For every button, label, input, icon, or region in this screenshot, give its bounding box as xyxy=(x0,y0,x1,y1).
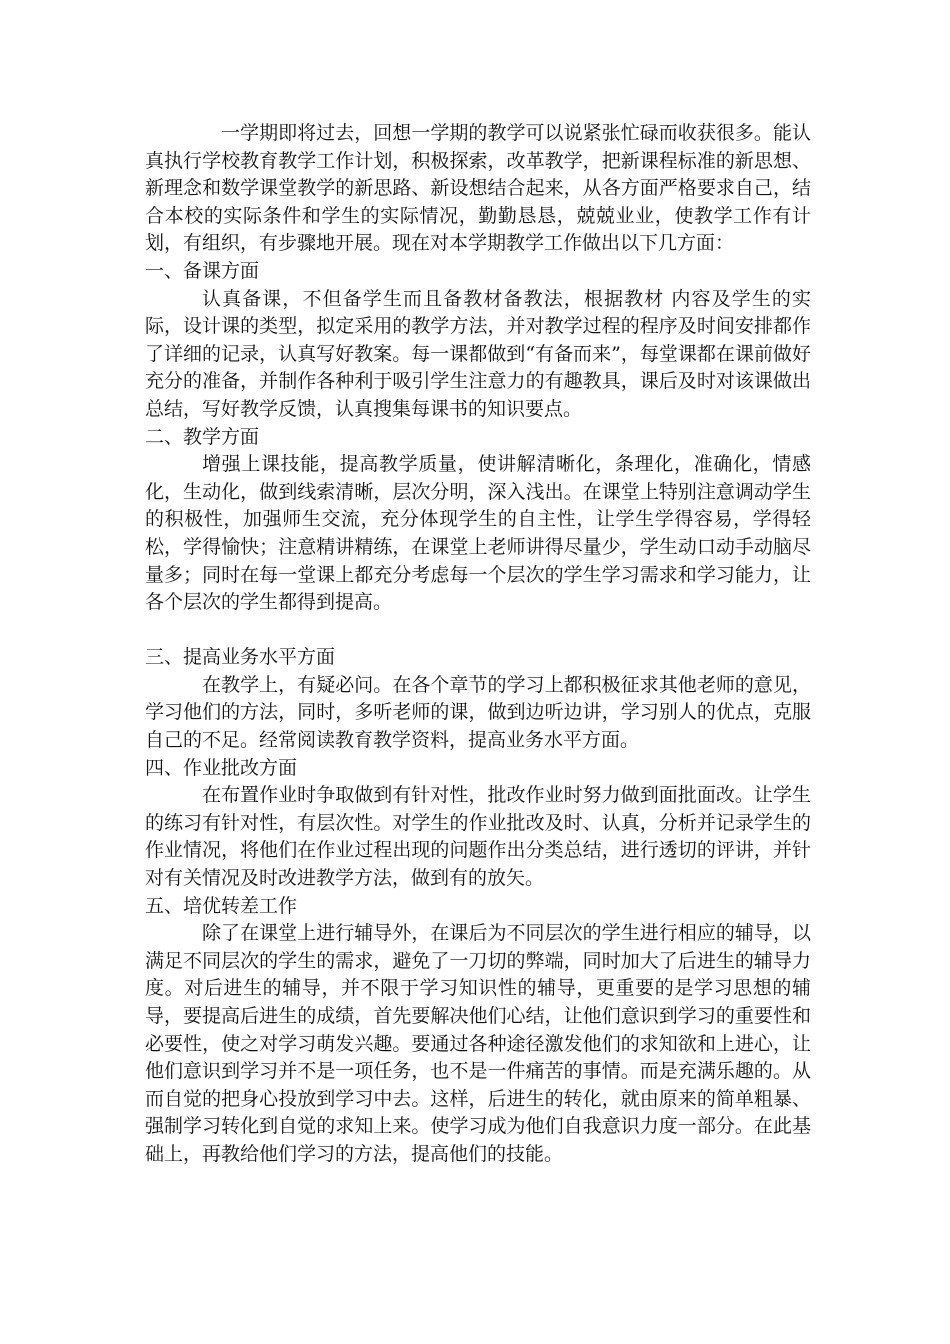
section-body-lesson-prep: 认真备课，不但备学生而且备教材备教法，根据教材 内容及学生的实际，设计课的类型，拟定采用的教学方法，并对教学过程的程序及时间安排都作了详细的记录，认真写好教案。每一课都做到“有备而来”，每堂课都在课前做好充分的准备，并制作各种利于吸引学生注意力的有趣教具，课后及时对该课做出总结，写好教学反馈，认真搜集每课书的知识要点。 xyxy=(145,287,811,420)
section-body-tutoring: 除了在课堂上进行辅导外，在课后为不同层次的学生进行相应的辅导，以满足不同层次的学生的需求，避免了一刀切的弊端，同时加大了后进生的辅导力度。对后进生的辅导，并不限于学习知识性的辅导，更重要的是学习思想的辅导，要提高后进生的成绩，首先要解决他们心结，让他们意识到学习的重要性和必要性，使之对学习萌发兴趣。要通过各种途径激发他们的求知欲和上进心，让他们意识到学习并不是一项任务，也不是一件痛苦的事情。而是充满乐趣的。从而自觉的把身心投放到学习中去。这样，后进生的转化，就由原来的简单粗暴、强制学习转化到自觉的求知上来。使学习成为他们自我意识力度一部分。在此基础上，再教给他们学习的方法，提高他们的技能。 xyxy=(145,922,811,1165)
section-body-teaching: 增强上课技能，提高教学质量，使讲解清晰化，条理化，准确化，情感化，生动化，做到线索清晰，层次分明，深入浅出。在课堂上特别注意调动学生的积极性，加强师生交流，充分体现学生的自主性，让学生学得容易，学得轻松，学得愉快；注意精讲精练，在课堂上老师讲得尽量少，学生动口动手动脑尽量多；同时在每一堂课上都充分考虑每一个层次的学生学习需求和学习能力，让各个层次的学生都得到提高。 xyxy=(145,453,811,614)
section-heading-homework-marking: 四、作业批改方面 xyxy=(145,756,298,779)
intro-paragraph: 一学期即将过去，回想一学期的教学可以说紧张忙碌而收获很多。能认真执行学校教育教学工作计划，积极探索，改革教学，把新课程标准的新思想、新理念和数学课堂教学的新思路、新设想结合起来，从各方面严格要求自己，结合本校的实际条件和学生的实际情况，勤勤恳恳，兢兢业业，使教学工作有计划，有组织，有步骤地开展。现在对本学期教学工作做出以下几方面： xyxy=(145,122,811,255)
section-heading-professional-level: 三、提高业务水平方面 xyxy=(145,646,336,669)
section-body-professional-level: 在教学上，有疑必问。在各个章节的学习上都积极征求其他老师的意见，学习他们的方法，同时，多听老师的课，做到边听边讲，学习别人的优点，克服自己的不足。经常阅读教育教学资料，提高业务水平方面。 xyxy=(145,673,811,752)
section-heading-lesson-prep: 一、备课方面 xyxy=(145,259,260,282)
blank-line-spacer xyxy=(145,617,811,645)
section-heading-tutoring: 五、培优转差工作 xyxy=(145,894,298,917)
document-page xyxy=(145,120,811,1169)
section-body-homework-marking: 在布置作业时争取做到有针对性，批改作业时努力做到面批面改。让学生的练习有针对性，有层次性。对学生的作业批改及时、认真，分析并记录学生的作业情况，将他们在作业过程出现的问题作出分类总结，进行透切的评讲，并针对有关情况及时改进教学方法，做到有的放矢。 xyxy=(145,784,811,890)
section-heading-teaching: 二、教学方面 xyxy=(145,425,260,448)
